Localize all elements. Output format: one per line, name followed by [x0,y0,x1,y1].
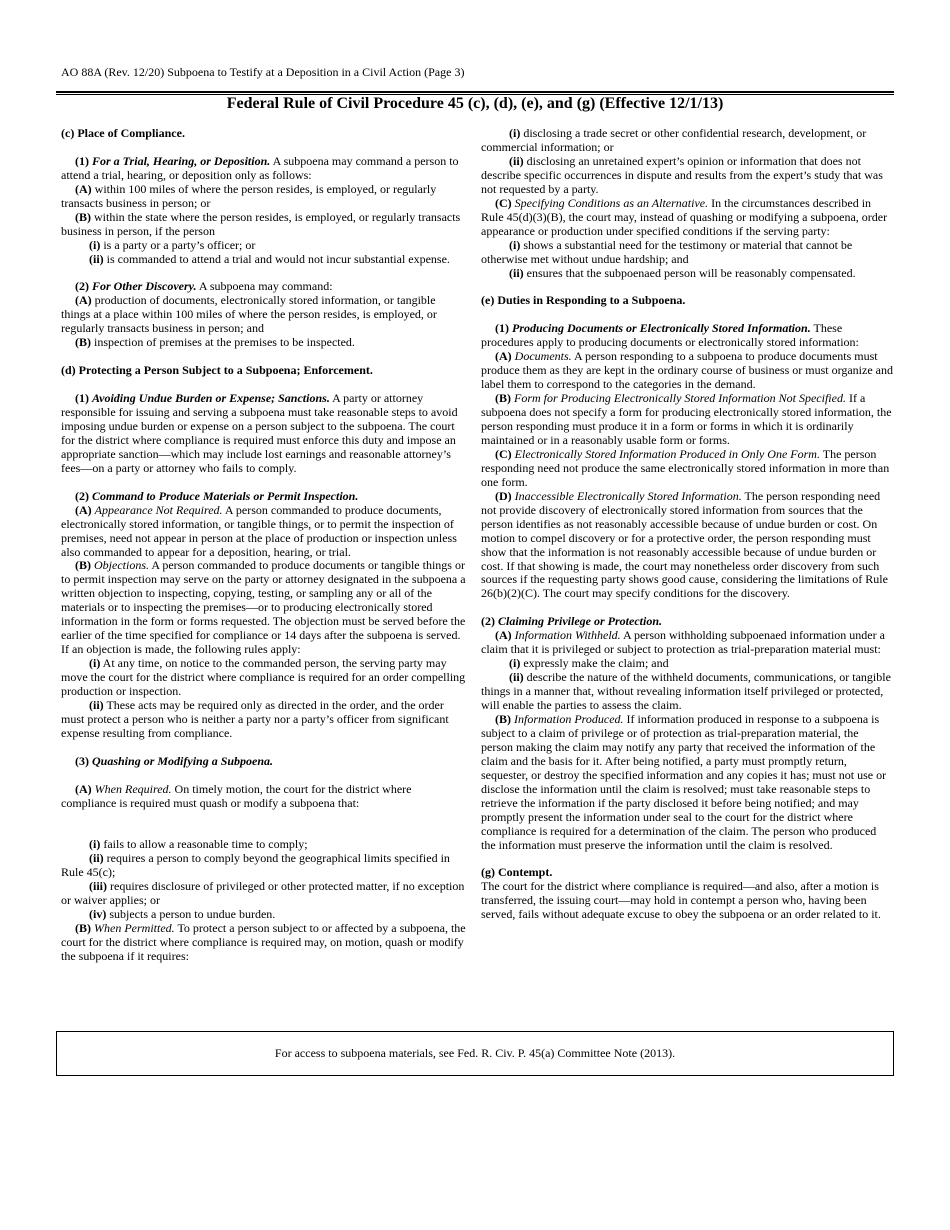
paragraph [61,280,467,294]
right-column [481,127,893,922]
emphasis-text: Command to Produce Materials or Permit Inspection. [92,488,359,503]
paragraph [481,866,893,880]
emphasis-text: Inaccessible Electronically Stored Information. [514,488,742,503]
body-text: requires a person to comply beyond the geographical limits specified in Rule 45(c); [61,851,450,880]
emphasis-text: Form for Producing Electronically Stored Information Not Specified. [514,391,846,406]
emphasis-text: Appearance Not Required. [94,502,223,517]
emphasis-text: (1) [495,321,512,336]
body-text: At any time, on notice to the commanded person, the serving party may move the court for the district where compliance is required for an order compelling production or inspection. [61,656,466,699]
body-text: In the circumstances described in Rule 45(d)(3)(B), the court may, instead of quashing or modifying a subpoena, order appearance or production under specified conditions if the serving party: [481,195,888,238]
body-text: A person withholding subpoenaed information under a claim that it is privileged or subject to protection as trial-preparation material must: [481,628,885,657]
emphasis-text: (iv) [89,907,107,922]
emphasis-text: (B) [495,391,514,406]
emphasis-text: Specifying Conditions as an Alternative. [514,195,709,210]
emphasis-text: When Permitted. [94,921,175,936]
page-title: Federal Rule of Civil Procedure 45 (c), (d), (e), and (g) (Effective 12/1/13) [226,95,724,112]
body-text: inspection of premises at the premises to be inspected. [91,335,355,350]
paragraph [481,294,893,308]
emphasis-text: (i) [89,237,101,252]
emphasis-text: (i) [509,237,521,252]
paragraph [61,852,467,880]
emphasis-text: (A) [495,349,515,364]
emphasis-text: (ii) [89,851,104,866]
paragraph [61,490,467,504]
paragraph [61,783,467,811]
paragraph [481,155,893,197]
body-text: expressly make the claim; and [520,656,669,671]
paragraph [61,294,467,336]
emphasis-text: Information Withheld. [514,628,621,643]
emphasis-text: (d) Protecting a Person Subject to a Subpoena; Enforcement. [61,363,373,378]
body-text: The court for the district where compliance is required—and also, after a motion is transferred, the issuing court—may hold in contempt a person who, having been served, fails without adequate excuse to obey the subpoena or an order related to it. [481,879,881,922]
paragraph [481,713,893,853]
emphasis-text: (B) [75,209,91,224]
emphasis-text: (ii) [509,153,524,168]
body-text: To protect a person subject to or affected by a subpoena, the court for the district where compliance is required may, on motion, quash or modify the subpoena if it requires: [61,921,466,964]
body-text: On timely motion, the court for the district where compliance is required must quash or modify a subpoena that: [61,781,412,810]
paragraph [61,657,467,699]
emphasis-text: Objections. [94,558,149,573]
body-text: production of documents, electronically stored information, or tangible things at a place within 100 miles of where the person resides, is employed, or regularly transacts business in person; and [61,293,437,336]
emphasis-text: (iii) [89,879,107,894]
emphasis-text: (C) [495,446,515,461]
body-text: The person responding need not provide discovery of electronically stored information from sources that the person identifies as not reasonably accessible because of undue burden or cost. On motion to compel discovery or for a protective order, the person responding must show that the information is not reasonably accessible because of undue burden or cost. If that showing is made, the court may nonetheless order discovery from such sources if the requesting party shows good cause, considering the limitations of Rule 26(b)(2)(C). The court may specify conditions for the discovery. [481,488,888,601]
emphasis-text: (A) [495,628,515,643]
emphasis-text: (B) [75,921,94,936]
left-column [61,127,467,964]
paragraph [61,155,467,183]
emphasis-text: (i) [509,656,521,671]
body-text: disclosing a trade secret or other confidential research, development, or commercial information; or [481,126,867,154]
emphasis-text: (e) Duties in Responding to a Subpoena. [481,293,686,308]
emphasis-text: Claiming Privilege or Protection. [498,614,662,629]
body-text: ensures that the subpoenaed person will be reasonably compensated. [523,265,856,280]
emphasis-text: Documents. [514,349,572,364]
emphasis-text: (A) [75,293,92,308]
emphasis-text: (i) [509,126,521,140]
paragraph [61,392,467,476]
body-text: If information produced in response to a subpoena is subject to a claim of privilege or of protection as trial-preparation material, the person making the claim may notify any party that received the information of the claim and the basis for it. After being notified, a party must promptly return, sequester, or destroy the specified information and any copies it has; must not use or disclose the information until the claim is resolved; must take reasonable steps to retrieve the information if the party disclosed it before being notified; and may promptly present the information under seal to the court for the district where compliance is required for a determination of the claim. The person who produced the information must preserve the information until the claim is resolved. [481,711,887,852]
emphasis-text: (1) [75,391,92,406]
paragraph [481,197,893,239]
emphasis-text: Quashing or Modifying a Subpoena. [92,753,274,768]
emphasis-text: (ii) [509,265,524,280]
paragraph [61,699,467,741]
paragraph [481,880,893,922]
emphasis-text: (3) [75,753,92,768]
body-text: is commanded to attend a trial and would not incur substantial expense. [103,251,450,266]
footer-note-box [56,1031,894,1076]
emphasis-text: For Other Discovery. [92,279,197,294]
emphasis-text: (2) [481,614,498,629]
body-text: within the state where the person resides, is employed, or regularly transacts business in person, if the person [61,209,461,238]
body-text: shows a substantial need for the testimony or material that cannot be otherwise met without undue hardship; and [481,237,853,266]
paragraph [61,183,467,211]
body-text: fails to allow a reasonable time to comply; [100,837,308,852]
paragraph [61,211,467,239]
emphasis-text: (A) [75,502,95,517]
body-text: is a party or a party’s officer; or [100,237,256,252]
paragraph [481,629,893,657]
paragraph [481,239,893,267]
emphasis-text: (C) [495,195,515,210]
paragraph [61,336,467,350]
body-text: A person responding to a subpoena to produce documents must produce them as they are kept in the ordinary course of business or must organize and label them to correspond to the categories in the demand. [481,349,893,392]
paragraph [481,657,893,671]
paragraph [61,922,467,964]
body-text: A subpoena may command a person to attend a trial, hearing, or deposition only as follows: [61,153,459,182]
body-text: describe the nature of the withheld documents, communications, or tangible things in a manner that, without revealing information itself privileged or protected, will enable the parties to assess the claim. [481,670,891,713]
emphasis-text: (i) [89,837,101,852]
emphasis-text: Producing Documents or Electronically Stored Information. [512,321,811,336]
body-text: These procedures apply to producing documents or electronically stored information: [481,321,859,350]
emphasis-text: (ii) [89,251,104,266]
emphasis-text: Electronically Stored Information Produced in Only One Form. [514,446,820,461]
body-text: disclosing an unretained expert’s opinion or information that does not describe specific occurrences in dispute and results from the expert’s study that was not requested by a party. [481,153,883,196]
body-text: A person commanded to produce documents, electronically stored information, or tangible things, or to permit the inspection of premises, need not appear in person at the place of production or inspection unless also commanded to appear for a deposition, hearing, or trial. [61,502,457,559]
paragraph [61,880,467,908]
emphasis-text: (ii) [89,698,104,712]
emphasis-text: (B) [75,335,91,350]
paragraph [61,838,467,852]
emphasis-text: (2) [75,279,92,294]
emphasis-text: (c) Place of Compliance. [61,126,185,140]
body-text: These acts may be required only as directed in the order, and the order must protect a person who is neither a party nor a party’s officer from significant expense resulting from compliance. [61,698,449,740]
paragraph [481,350,893,392]
paragraph [481,671,893,713]
emphasis-text: (2) [75,488,92,503]
emphasis-text: (A) [75,181,92,196]
paragraph [61,127,467,141]
paragraph [61,239,467,253]
paragraph [481,127,893,155]
emphasis-text: (B) [495,711,514,726]
paragraph [481,392,893,448]
footer-note: For access to subpoena materials, see Fed. R. Civ. P. 45(a) Committee Note (2013). [274,1046,676,1060]
emphasis-text: (g) Contempt. [481,865,553,880]
emphasis-text: When Required. [94,781,172,796]
emphasis-text: For a Trial, Hearing, or Deposition. [92,153,271,168]
paragraph [61,504,467,560]
emphasis-text: (i) [89,656,101,671]
paragraph [481,322,893,350]
form-header: AO 88A (Rev. 12/20) Subpoena to Testify at a Deposition in a Civil Action (Page 3) [61,65,465,79]
emphasis-text: (B) [75,558,94,573]
paragraph [481,267,893,281]
paragraph [481,490,893,602]
paragraph [61,908,467,922]
body-text: A subpoena may command: [196,279,333,294]
body-text: The person responding need not produce the same electronically stored information in more than one form. [481,446,890,489]
paragraph [481,448,893,490]
emphasis-text: Avoiding Undue Burden or Expense; Sanctions. [92,391,330,406]
paragraph [61,559,467,657]
body-text: A party or attorney responsible for issuing and serving a subpoena must take reasonable steps to avoid imposing undue burden or expense on a person subject to the subpoena. The court for the district where compliance is required must enforce this duty and impose an appropriate sanction—which may include lost earnings and reasonable attorney’s fees—on a party or attorney who fails to comply. [61,391,458,475]
body-text: requires disclosure of privileged or other protected matter, if no exception or waiver applies; or [61,879,465,908]
paragraph [481,615,893,629]
body-text: If a subpoena does not specify a form for producing electronically stored information, the person responding must produce it in a form or forms in which it is ordinarily maintained or in a reasonably usable form or forms. [481,391,892,447]
emphasis-text: Information Produced. [514,711,624,726]
body-text: A person commanded to produce documents or tangible things or to permit inspection may serve on the party or attorney designated in the subpoena a written objection to inspecting, copying, testing, or sampling any or all of the materials or to inspecting the premises—or to producing electronically stored information in the form or forms requested. The objection must be served before the earlier of the time specified for compliance or 14 days after the subpoena is served. If an objection is made, the following rules apply: [61,558,466,657]
paragraph [61,364,467,378]
body-text: subjects a person to undue burden. [106,907,276,922]
body-text: within 100 miles of where the person resides, is employed, or regularly transacts business in person; or [61,181,437,210]
emphasis-text: (1) [75,153,92,168]
emphasis-text: (A) [75,781,95,796]
emphasis-text: (ii) [509,670,524,685]
paragraph [61,755,467,769]
paragraph [61,253,467,267]
emphasis-text: (D) [495,488,515,503]
